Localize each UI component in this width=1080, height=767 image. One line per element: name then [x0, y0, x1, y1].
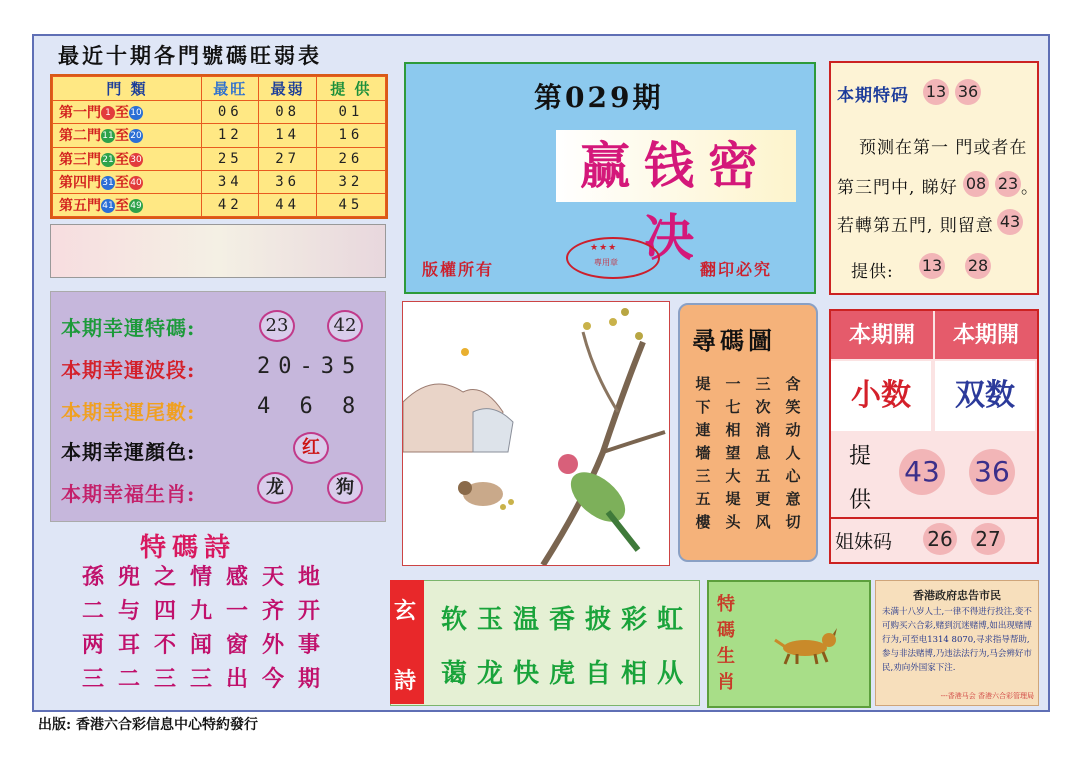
special-zodiac-label: 特碼生肖	[717, 594, 735, 693]
xuan-side	[390, 580, 424, 704]
dog-icon	[771, 626, 843, 666]
lucky-wave-label: 本期幸運波段:	[61, 358, 196, 382]
ball-icon: 11	[102, 131, 114, 142]
door-name: 第四門	[59, 174, 101, 191]
ball-icon: 31	[102, 177, 114, 188]
cell-tip: 45	[316, 193, 385, 216]
col-header-min: 最弱	[259, 77, 316, 101]
notice-title: 香港政府忠告市民	[913, 589, 1001, 602]
cell-max: 42	[202, 193, 259, 216]
open-value-1: 小数	[831, 361, 931, 431]
open-tip-a: 43	[899, 449, 945, 495]
cell-max: 12	[202, 124, 259, 147]
door-name: 第三門	[59, 151, 101, 168]
lucky-special-b: 42	[327, 310, 363, 342]
forecast-tip-b: 28	[965, 253, 991, 279]
cell-min: 08	[259, 101, 316, 124]
bird-illustration	[402, 301, 670, 566]
notice-footer: ---香港马会 香港六合彩管理局	[940, 692, 1034, 700]
forecast-line2-a: 08	[963, 171, 989, 197]
forecast-line2-b: 23	[995, 171, 1021, 197]
open-value-2: 双数	[935, 361, 1035, 431]
connector: 至	[115, 174, 129, 191]
poem-line: 三二三三出今期	[81, 666, 334, 692]
ball-icon: 10	[130, 108, 142, 119]
special-zodiac-panel	[707, 580, 871, 708]
lucky-wave: 20-35	[257, 354, 364, 379]
open-header-1: 本期開	[831, 311, 933, 359]
sister-b: 27	[971, 523, 1005, 555]
forecast-a: 13	[923, 79, 949, 105]
banner-title: 赢钱密决	[556, 130, 796, 202]
table-row	[53, 101, 386, 124]
door-table	[50, 74, 388, 219]
forecast-line1: 预测在第一 門或者在	[859, 138, 1028, 158]
ball-icon: 20	[130, 131, 142, 142]
ball-icon: 1	[101, 106, 115, 120]
ball-icon: 21	[102, 154, 114, 165]
grid-title: 尋碼圖	[692, 326, 776, 355]
issue-number: 第029期	[534, 81, 664, 114]
government-notice	[875, 580, 1039, 706]
grid-column: 一七相望大堤头	[725, 375, 741, 531]
table-row	[53, 170, 386, 193]
table-row	[53, 147, 386, 170]
ball-icon: 49	[130, 200, 142, 211]
copyright-left: 版權所有	[422, 260, 495, 279]
forecast-line2-post: 。	[1021, 178, 1039, 198]
forecast-b: 36	[955, 79, 981, 105]
open-panel	[829, 309, 1039, 564]
lucky-special-label: 本期幸運特碼:	[61, 316, 196, 340]
lucky-color-label: 本期幸運顏色:	[61, 440, 196, 464]
cell-max: 25	[202, 147, 259, 170]
cell-min: 36	[259, 170, 316, 193]
cell-tip: 32	[316, 170, 385, 193]
stars-icon: ★★★	[590, 243, 618, 253]
open-tip-label: 提供	[849, 444, 872, 513]
forecast-tip-a: 13	[919, 253, 945, 279]
cell-min: 14	[259, 124, 316, 147]
lucky-zodiac-label: 本期幸福生肖:	[61, 482, 196, 506]
poem-line: 两耳不闻窗外事	[81, 632, 334, 658]
lucky-special-a: 23	[259, 310, 295, 342]
notice-body: 未满十八岁人士,一律不得进行投注,变不可购买六合彩,赌到沉迷赌博,如出现赌博行为,可至电1314 8070,寻求指导帮助,参与非法赌博,乃违法法行为,马会辨好市民,劝向外国家下注.	[882, 607, 1032, 673]
poem-line: 孫兜之情感天地	[81, 564, 334, 590]
sister-a: 26	[923, 523, 957, 555]
stamp-text: 專用章	[594, 258, 618, 267]
cell-tip: 16	[316, 124, 385, 147]
door-name: 第二門	[59, 128, 101, 145]
forecast-line3-a: 43	[997, 209, 1023, 235]
cell-min: 44	[259, 193, 316, 216]
grid-column: 堤下連墻三五樓	[695, 375, 711, 531]
connector: 至	[115, 105, 129, 122]
open-header-2: 本期開	[935, 311, 1037, 359]
table-row	[53, 124, 386, 147]
lucky-zodiac-b: 狗	[327, 472, 363, 504]
ball-icon: 40	[130, 177, 142, 188]
col-header-tip: 提 供	[316, 77, 385, 101]
xuan-side-bottom: 詩	[394, 668, 417, 694]
forecast-line2-pre: 第三門中, 睇好	[837, 178, 958, 198]
lucky-color: 红	[293, 432, 329, 464]
poem-title: 特碼詩	[140, 533, 237, 563]
sister-label: 姐妹码	[835, 531, 893, 553]
copyright-right: 翻印必究	[700, 260, 773, 279]
cell-tip: 01	[316, 101, 385, 124]
connector: 至	[115, 197, 129, 214]
cell-max: 34	[202, 170, 259, 193]
search-grid-panel	[678, 303, 818, 562]
connector: 至	[115, 128, 129, 145]
publisher-footer: 出版: 香港六合彩信息中心特約發行	[38, 717, 259, 733]
open-tip-b: 36	[969, 449, 1015, 495]
table-title: 最近十期各門號碼旺弱表	[58, 43, 322, 68]
col-header-max: 最旺	[202, 77, 259, 101]
poem	[50, 560, 366, 696]
ball-icon: 41	[102, 200, 114, 211]
lucky-tail: 4 6 8	[257, 394, 364, 419]
xuan-line: 软玉温香披彩虹	[441, 605, 694, 635]
door-name: 第五門	[59, 197, 101, 214]
stamp-icon	[566, 237, 660, 279]
xuan-line: 蔼龙快虎自相从	[441, 659, 694, 689]
blank-banner	[50, 224, 386, 278]
bird-branch-icon	[403, 302, 669, 565]
connector: 至	[115, 151, 129, 168]
cell-tip: 26	[316, 147, 385, 170]
forecast-panel	[829, 61, 1039, 295]
table-row	[53, 193, 386, 216]
xuan-side-top: 玄	[394, 598, 417, 624]
forecast-label: 本期特码	[837, 86, 909, 106]
col-header-door: 門 類	[53, 77, 202, 101]
lucky-tail-label: 本期幸運尾數:	[61, 400, 196, 424]
door-name: 第一門	[59, 105, 101, 122]
lucky-panel	[50, 291, 386, 522]
divider	[831, 517, 1037, 519]
lucky-zodiac-a: 龙	[257, 472, 293, 504]
forecast-line3: 若轉第五門, 則留意	[837, 216, 994, 236]
cell-min: 27	[259, 147, 316, 170]
forecast-tip-label: 提供:	[851, 262, 894, 282]
grid-column: 三次消息五更风	[755, 375, 771, 531]
xuan-poem	[390, 580, 700, 706]
cell-max: 06	[202, 101, 259, 124]
ball-icon: 30	[130, 154, 142, 165]
grid-column: 含笑动人心意切	[785, 375, 801, 531]
poem-line: 二与四九一齐开	[81, 598, 334, 624]
